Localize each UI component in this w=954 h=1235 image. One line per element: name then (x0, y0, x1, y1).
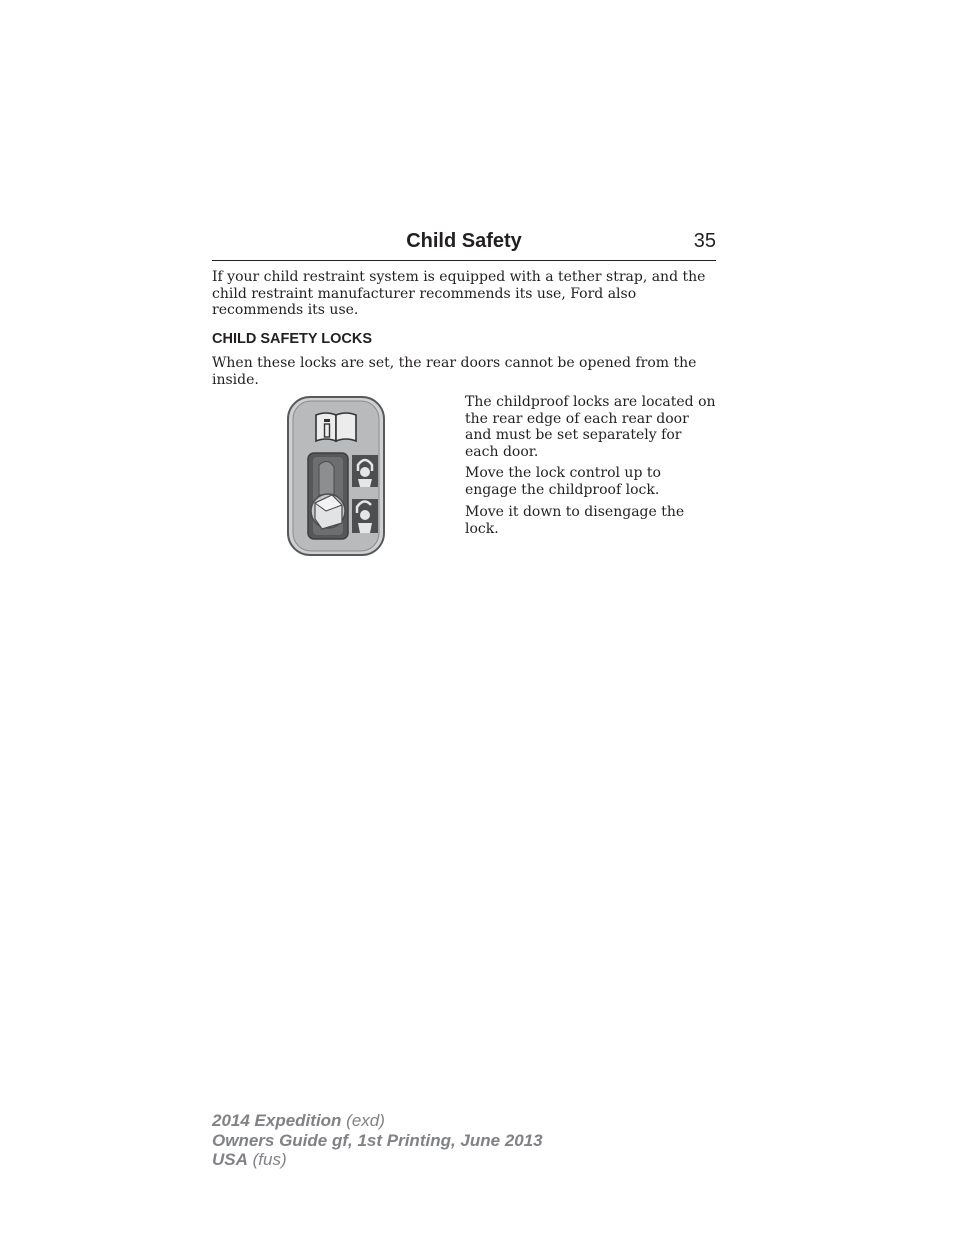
footer-line-3 (212, 1150, 543, 1170)
footer-market-code: (fus) (247, 1150, 287, 1169)
page-number: 35 (693, 230, 716, 252)
lock-location-paragraph: The childproof locks are located on the rear edge of each rear door and must be set separately for each door. (465, 394, 716, 460)
disengage-paragraph: Move it down to disengage the lock. (465, 504, 685, 537)
footer-market: USA (212, 1150, 248, 1169)
footer-model: 2014 Expedition (212, 1111, 342, 1130)
footer (212, 1111, 543, 1170)
child-locked-icon (352, 455, 378, 487)
footer-line-2 (212, 1131, 543, 1151)
footer-model-code: (exd) (341, 1111, 385, 1130)
locks-intro-paragraph: When these locks are set, the rear doors cannot be opened from the inside. (212, 355, 697, 388)
child-lock-illustration (286, 395, 386, 557)
page-title: Child Safety (406, 230, 522, 252)
child-unlocked-icon (352, 499, 378, 533)
manual-book-icon (316, 413, 356, 441)
engage-paragraph: Move the lock control up to engage the childproof lock. (465, 465, 661, 498)
footer-printing: Owners Guide gf, 1st Printing, June 2013 (212, 1130, 543, 1150)
footer-line-1 (212, 1111, 543, 1131)
intro-paragraph: If your child restraint system is equipped with a tether strap, and the child restraint manufacturer recommends its use, Ford also recommends its use. (212, 269, 706, 318)
section-heading: CHILD SAFETY LOCKS (212, 331, 373, 347)
page-header (212, 228, 716, 261)
